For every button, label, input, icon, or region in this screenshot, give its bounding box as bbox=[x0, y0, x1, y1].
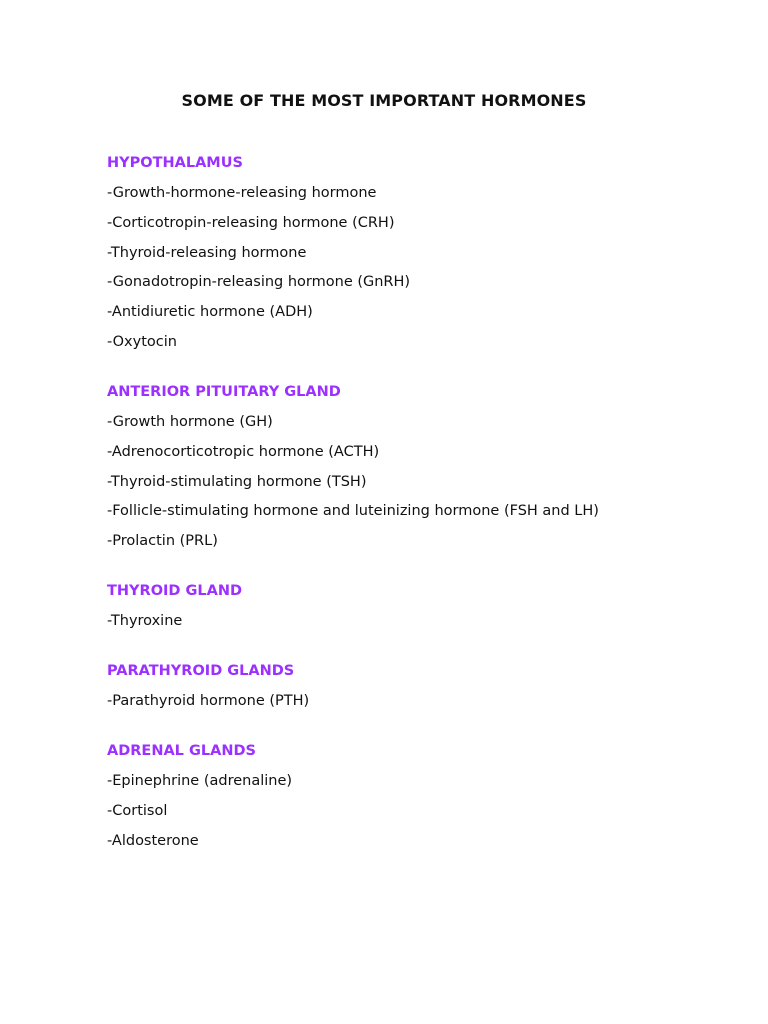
section-heading: THYROID GLAND bbox=[107, 583, 243, 600]
hormone-item: -Corticotropin-releasing hormone (CRH) bbox=[107, 214, 395, 231]
section-parathyroid-glands bbox=[107, 661, 747, 711]
hormone-item: -Follicle-stimulating hormone and luteinizing hormone (FSH and LH) bbox=[107, 503, 599, 520]
document-title: SOME OF THE MOST IMPORTANT HORMONES bbox=[181, 91, 587, 110]
section-hypothalamus bbox=[107, 153, 747, 352]
hormone-item: -Aldosterone bbox=[107, 832, 199, 849]
hormone-item: -Prolactin (PRL) bbox=[107, 533, 218, 550]
hormone-item: -Cortisol bbox=[107, 802, 168, 819]
section-adrenal-glands bbox=[107, 741, 747, 851]
hormone-item: -Parathyroid hormone (PTH) bbox=[107, 693, 310, 710]
hormone-item: -Growth-hormone-releasing hormone bbox=[107, 185, 377, 201]
hormone-sections bbox=[107, 153, 747, 881]
hormone-item: -Thyroxine bbox=[107, 613, 183, 630]
hormone-item: -Adrenocorticotropic hormone (ACTH) bbox=[107, 443, 380, 460]
section-heading: PARATHYROID GLANDS bbox=[107, 663, 295, 680]
section-thyroid-gland bbox=[107, 581, 747, 631]
hormone-item: -Oxytocin bbox=[107, 333, 177, 350]
hormone-item: -Growth hormone (GH) bbox=[107, 413, 273, 430]
section-heading: ADRENAL GLANDS bbox=[107, 743, 256, 760]
hormone-item: -Thyroid-stimulating hormone (TSH) bbox=[107, 473, 367, 490]
section-heading: ANTERIOR PITUITARY GLAND bbox=[107, 383, 341, 400]
hormone-item: -Thyroid-releasing hormone bbox=[107, 244, 307, 261]
section-anterior-pituitary-gland bbox=[107, 382, 747, 551]
hormone-item: -Gonadotropin-releasing hormone (GnRH) bbox=[107, 274, 411, 291]
hormone-item: -Antidiuretic hormone (ADH) bbox=[107, 304, 313, 321]
hormone-item: -Epinephrine (adrenaline) bbox=[107, 773, 293, 790]
section-heading: HYPOTHALAMUS bbox=[107, 155, 243, 171]
